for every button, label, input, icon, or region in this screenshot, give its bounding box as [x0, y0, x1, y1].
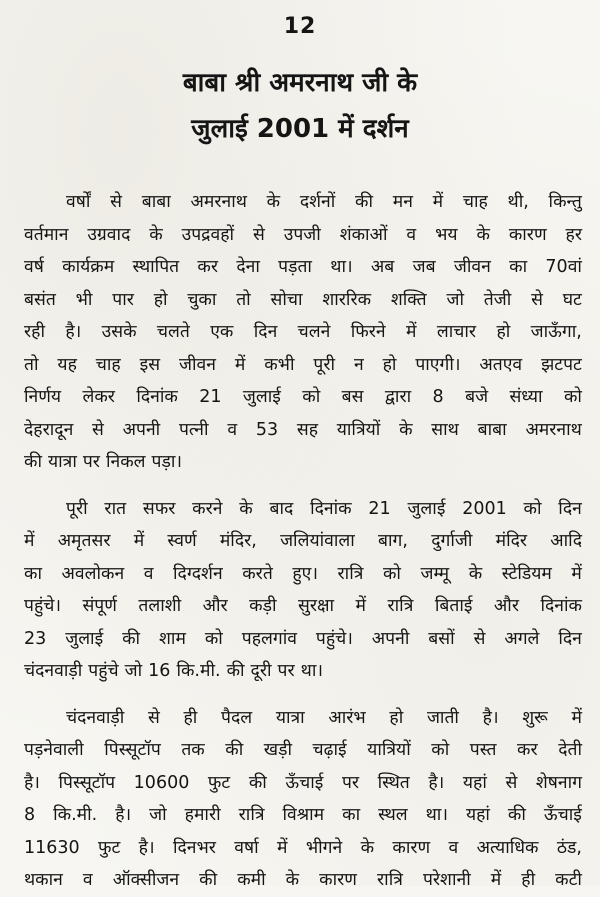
text-line: वर्षों से बाबा अमरनाथ के दर्शनों की मन में चाह थी, किन्तु: [66, 192, 582, 212]
text-line: पड़नेवाली पिस्सूटॉप तक की खड़ी चढ़ाई यात्रियों को पस्त कर देती: [24, 740, 582, 760]
text-line: में अमृतसर में स्वर्ण मंदिर, जलियांवाला बाग, दुर्गाजी मंदिर आदि: [24, 531, 582, 551]
text-line: है। पिस्सूटॉप 10600 फुट की ऊँचाई पर स्थित है। यहां से शेषनाग: [24, 772, 582, 793]
text-line: वर्तमान उग्रवाद के उपद्रवहों से उपजी शंकाओं व भय के कारण हर: [24, 224, 582, 245]
chapter-title-line-1: बाबा श्री अमरनाथ जी के: [182, 68, 418, 98]
paragraph-1: [24, 186, 582, 479]
paragraph-3: [24, 702, 582, 897]
text-line: देहरादून से अपनी पत्नी व 53 सह यात्रियों के साथ बाबा अमरनाथ: [24, 419, 582, 440]
text-line: पूरी रात सफर करने के बाद दिनांक 21 जुलाई 2001 को दिन: [66, 498, 582, 519]
page-number: 12: [283, 14, 317, 39]
paragraph-2: [24, 493, 582, 688]
text-line: तो यह चाह इस जीवन में कभी पूरी न हो पाएगी। अतएव झटपट: [24, 354, 582, 375]
paragraph-gap: [24, 688, 582, 702]
text-line: की यात्रा पर निकल पड़ा।: [24, 452, 182, 472]
text-line: का अवलोकन व दिग्दर्शन करते हुए। रात्रि को जम्मू के स्टेडियम में: [24, 563, 582, 584]
text-line: 23 जुलाई की शाम को पहलगांव पहुंचे। अपनी बसों से अगले दिन: [24, 628, 582, 649]
text-line: थकान व ऑक्सीजन की कमी के कारण रात्रि परेशानी में ही कटी: [24, 870, 582, 890]
text-line: रही है। उसके चलते एक दिन चलने फिरने में लाचार हो जाऊँगा,: [24, 322, 582, 342]
text-line: निर्णय लेकर दिनांक 21 जुलाई को बस द्वारा 8 बजे संध्या को: [24, 387, 582, 407]
body-text: [24, 186, 582, 897]
text-line: 11630 फुट है। दिनभर वर्षा में भीगने के कारण व अत्याधिक ठंड,: [24, 837, 582, 858]
text-line: चंदनवाड़ी पहुंचे जो 16 कि.मी. की दूरी पर था।: [24, 661, 323, 681]
text-line: बसंत भी पार हो चुका तो सोचा शाररिक शक्ति जो तेजी से घट: [24, 289, 582, 310]
text-line: चंदनवाड़ी से ही पैदल यात्रा आरंभ हो जाती है। शुरू में: [66, 707, 582, 728]
chapter-title-line-2: जुलाई 2001 में दर्शन: [191, 114, 409, 144]
text-line: 8 कि.मी. है। जो हमारी रात्रि विश्राम का स्थल था। यहां की ऊँचाई: [24, 805, 582, 825]
chapter-title: [0, 60, 600, 152]
paragraph-gap: [24, 479, 582, 493]
text-line: वर्ष कार्यक्रम स्थापित कर देना पड़ता था। अब जब जीवन का 70वां: [24, 257, 582, 277]
text-line: पहुंचे। संपूर्ण तलाशी और कड़ी सुरक्षा में रात्रि बिताई और दिनांक: [24, 596, 582, 616]
